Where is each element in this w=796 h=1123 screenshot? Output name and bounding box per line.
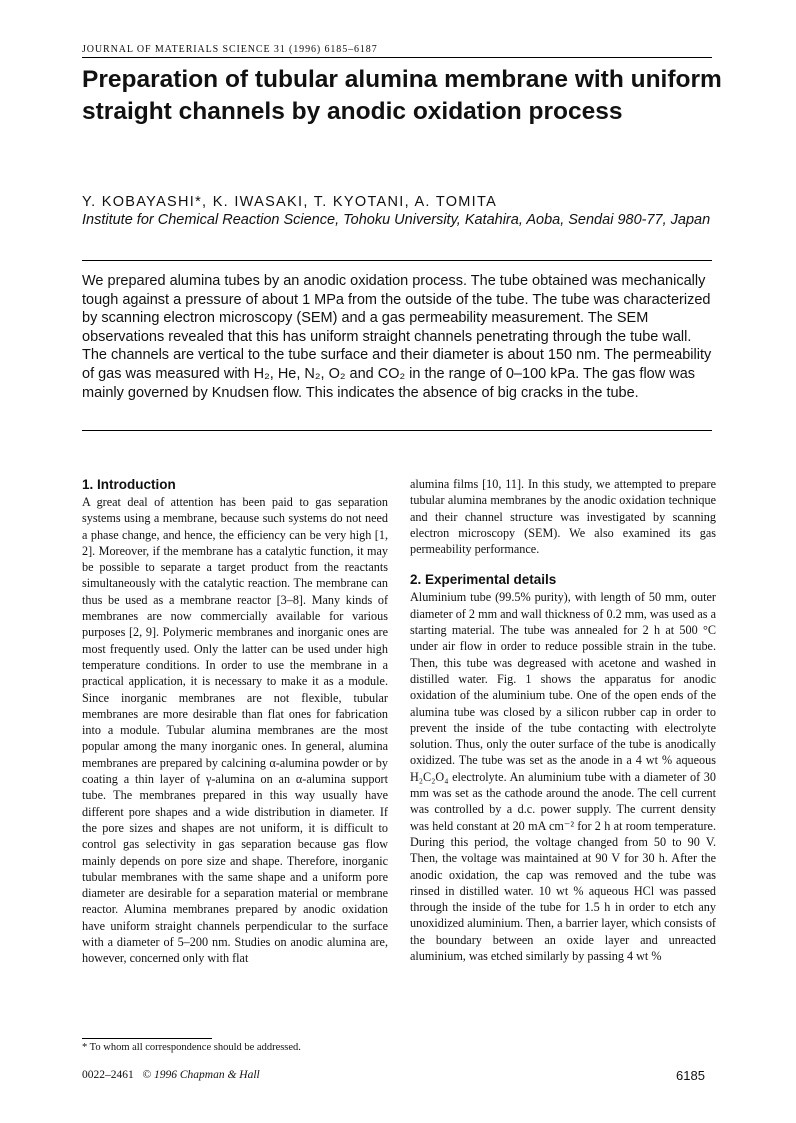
footer-issn-line	[82, 1069, 260, 1081]
abstract-top-rule	[82, 260, 712, 261]
page-number: 6185	[676, 1068, 705, 1083]
section-heading-experimental: 2. Experimental details	[410, 572, 557, 588]
experimental-paragraph: Aluminium tube (99.5% purity), with length of 50 mm, outer diameter of 2 mm and wall thickness of 0.2 mm, was used as a starting material. The tube was annealed for 2 h at 500 °C under air flow in order to reduce possible strain in the tube. Then, this tube was degreased with acetone and washed in distilled water. Fig. 1 shows the apparatus for anodic oxidation of the aluminium tube. One of the open ends of the alumina tube was closed by a silicon rubber cap in order to prevent the inside of the tube contacting with electrolyte solution. Thus, only the outer surface of the tube is anodically oxidized. The tube was set as the anode in a 4 wt % aqueous H₂C₂O₄ electrolyte. An aluminium tube with a diameter of 30 mm was set as the cathode around the anode. The cell current was controlled by a d.c. power supply. The current density was held constant at 20 mA cm⁻² for 2 h at room temperature. During this period, the voltage changed from 50 to 90 V. Then, the voltage was maintained at 90 V for 30 h. After the anodic oxidation, the cap was removed and the tube was rinsed in distilled water. 10 wt % aqueous HCl was passed through the inside of the tube for 1.5 h in order to etch any unoxidized aluminium. Then, a barrier layer, which consists of the boundary between an oxide layer and unreacted aluminium, was etched similarly by passing 4 wt %	[410, 590, 716, 964]
introduction-paragraph: A great deal of attention has been paid to gas separation systems using a membrane, because such systems do not need a phase change, and hence, the efficiency can be very high [1, 2]. Moreover, if the membrane has a catalytic function, it may be possible to separate a target product from the reactants simultaneously with the catalytic reaction. The membrane can thus be used as a membrane reactor [3–8]. Many kinds of membranes are now commercially available for various purposes [2, 9]. Polymeric membranes and inorganic ones are most frequently used. Only the latter can be used under high temperature conditions. In order to use the membrane in a practical application, it is necessary to make it as a module. Since inorganic membranes are not flexible, tubular membranes are more desirable than flat ones for fabrication into a module. Tubular alumina membranes are the most popular among the many inorganic ones. In general, alumina membranes are prepared by calcining α-alumina powder or by coating a thin layer of γ-alumina on an α-alumina support tube. The membranes prepared in this way usually have different pore shapes and a wide distribution in diameter. If the pore sizes and shapes are not uniform, it is difficult to control gas selectivity in gas separation because gas flow mainly depends on pore size and shape. Therefore, inorganic tubular membranes with the same shape and a uniform pore diameter are desirable for a separation material or membrane reactor. Alumina membranes prepared by anodic oxidation have uniform straight channels perpendicular to the surface with a diameter of 5–200 nm. Studies on anodic alumina are, however, concerned only with flat	[82, 495, 388, 966]
header-rule	[82, 57, 712, 58]
section-heading-introduction: 1. Introduction	[82, 477, 176, 492]
left-column	[82, 476, 388, 967]
copyright: © 1996 Chapman & Hall	[142, 1069, 260, 1081]
footnote-rule	[82, 1038, 212, 1039]
paper-title: Preparation of tubular alumina membrane with uniform straight channels by anodic oxidation process	[82, 66, 722, 125]
right-column	[410, 476, 716, 964]
journal-header: JOURNAL OF MATERIALS SCIENCE 31 (1996) 6185–6187	[82, 44, 378, 55]
issn: 0022–2461	[82, 1069, 134, 1081]
abstract-bottom-rule	[82, 430, 712, 431]
introduction-paragraph-continued: alumina films [10, 11]. In this study, we attempted to prepare tubular alumina membranes by the anodic oxidation technique and their channel structure was investigated by scanning electron microscopy (SEM). We also examined its gas permeability performance.	[410, 477, 716, 557]
footnote: * To whom all correspondence should be addressed.	[82, 1042, 301, 1053]
abstract: We prepared alumina tubes by an anodic oxidation process. The tube obtained was mechanically tough against a pressure of about 1 MPa from the outside of the tube. The tube was characterized by scanning electron microscopy (SEM) and a gas permeability measurement. The SEM observations revealed that this has uniform straight channels penetrating through the tube wall. The channels are vertical to the tube surface and their diameter is about 150 nm. The permeability of gas was measured with H₂, He, N₂, O₂ and CO₂ in the range of 0–100 kPa. The gas flow was mainly governed by Knudsen flow. This indicates the absence of big cracks in the tube.	[82, 273, 712, 401]
affiliation: Institute for Chemical Reaction Science, Tohoku University, Katahira, Aoba, Sendai 980-77, Japan	[82, 212, 711, 228]
author-list: Y. KOBAYASHI*, K. IWASAKI, T. KYOTANI, A. TOMITA	[82, 194, 498, 210]
